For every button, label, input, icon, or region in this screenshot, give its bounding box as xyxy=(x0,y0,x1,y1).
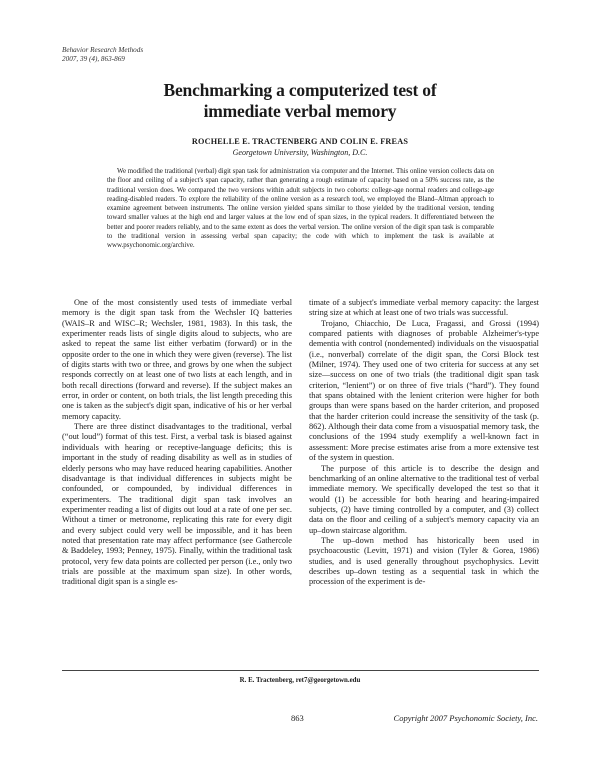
abstract xyxy=(107,167,494,251)
body-paragraph: There are three distinct disadvantages to the traditional, verbal (“out loud”) format of this test. First, a verbal task is biased against individuals with hearing or receptive-language deficits; this is important in the study of reading disability as well as in studies of elderly persons who may have reduced hearing capabilities. Another disadvantage is that individual differences in subjects might be confounded, or compounded, by individual differences in experimenters. The traditional digit span task involves an experimenter reading a list of digits out loud at a rate of one per sec. Without a timer or metronome, replicating this rate for every digit and every subject could very well be impossible, and it has been noted that presentation rate may affect performance (see Gathercole & Baddeley, 1993; Penney, 1975). Finally, within the traditional task protocol, very few data points are collected per person (i.e., only two trials are possible at the maximum span size). In other words, traditional digit span is a single es- xyxy=(62,422,292,587)
journal-header xyxy=(62,46,143,64)
abstract-text: We modified the traditional (verbal) digit span task for administration via computer and the Internet. This online version collects data on the floor and ceiling of a subject's span capacity, rather than generating a rough estimate of capacity based on a 50% success rate, as the traditional version does. We compared the two versions within adult subjects in two cohorts: college-age normal readers and college-age reading-disabled readers. To explore the reliability of the online version as a research tool, we employed the Bland–Altman approach to examine agreement between instruments. The online version yielded spans similar to those yielded by the traditional version, tending toward smaller values at the high end and larger values at the low end of span sizes, in the typical readers. It differentiated between the better and poorer readers reliably, and to the same extent as does the verbal version. The online version of the digit span task is comparable to the traditional version in assessing verbal span capacity; the code with which to implement the task is available at www.psychonomic.org/archive. xyxy=(107,168,494,250)
correspondence-note xyxy=(0,677,600,685)
journal-citation: 2007, 39 (4), 863-869 xyxy=(62,55,125,63)
body-paragraph: timate of a subject's immediate verbal memory capacity: the largest string size at which at least one of two trials was successful. xyxy=(309,298,539,318)
left-column xyxy=(62,298,292,588)
right-column xyxy=(309,298,539,588)
copyright-notice: Copyright 2007 Psychonomic Society, Inc. xyxy=(393,713,538,723)
page-number: 863 xyxy=(291,713,304,723)
journal-name: Behavior Research Methods xyxy=(62,46,144,54)
body-paragraph: The up–down method has historically been used in psychoacoustic (Levitt, 1971) and vision (Tyler & Gorea, 1986) studies, and is used generally throughout psychophysics. Levitt describes up–down testing as a sequential task in which the procession of the experiment is de- xyxy=(309,535,539,587)
footnote-divider xyxy=(62,670,539,671)
affiliation: Georgetown University, Washington, D.C. xyxy=(232,148,368,157)
body-paragraph: The purpose of this article is to describe the design and benchmarking of an online alternative to the traditional test of verbal immediate memory. We specifically developed the test so that it would (1) be accessible for both hearing and hearing-impaired subjects, (2) have timing controlled by a computer, and (3) collect data on the floor and ceiling of a subject's memory capacity via an up–down staircase algorithm. xyxy=(309,463,539,535)
authors: ROCHELLE E. TRACTENBERG AND COLIN E. FREAS xyxy=(191,137,409,146)
article-title xyxy=(60,80,540,122)
title-line-2: immediate verbal memory xyxy=(203,101,397,121)
body-paragraph: Trojano, Chiacchio, De Luca, Fragassi, and Grossi (1994) compared patients with diagnoses of probable Alzheimer's-type dementia with control (nondemented) individuals on the visuospatial (i.e., nonverbal) correlate of the digit span, the Corsi Block test (Milner, 1974). They used one of two criteria for success at any set size—success on one of two trials (the traditional digit span task criterion, “lenient”) or on three of five trials (“hard”). They found that spans obtained with the lenient criterion were higher for both groups than were spans based on the harder criterion, and proposed that the harder criterion could increase the sensitivity of the task (p. 862). Although their data come from a visuospatial memory task, the conclusions of the 1994 study exemplify a well-known fact in assessment: More precise estimates arise from a more extensive test of the system in question. xyxy=(309,318,539,463)
correspondence-email: ret7@georgetown.edu xyxy=(295,677,361,684)
body-paragraph: One of the most consistently used tests of immediate verbal memory is the digit span task from the Wechsler IQ batteries (WAIS–R and WISC–R; Wechsler, 1981, 1983). In this task, the experimenter reads lists of single digits aloud to subjects, who are asked to repeat the same list either verbatim (forward) or in the opposite order to the one in which they were given (reverse). The list of digits starts with two or three, and grows by one when the subject responds correctly on at least one of two lists at each length, and in both recall directions (forward and reverse). If the subject makes an error, in order or content, on both trials, the list length preceding this one is taken as the subject's digit span, indicative of his or her verbal memory capacity. xyxy=(62,298,292,421)
correspondence-name: R. E. Tractenberg, xyxy=(239,677,294,684)
title-line-1: Benchmarking a computerized test of xyxy=(163,80,437,100)
